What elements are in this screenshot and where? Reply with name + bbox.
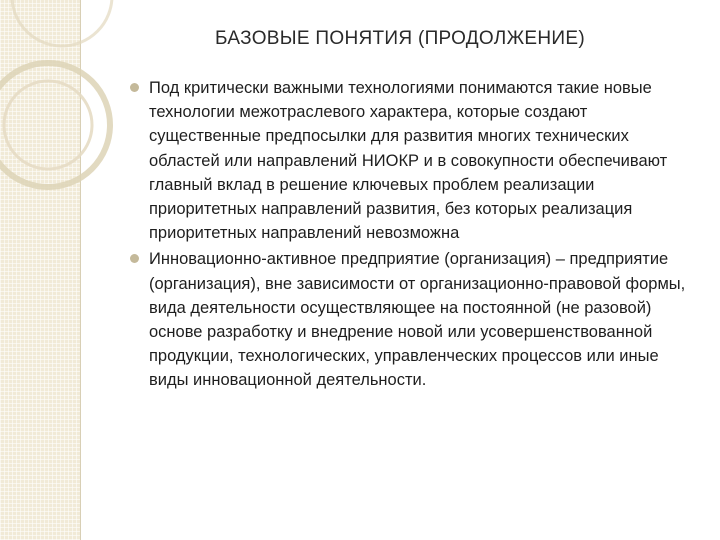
bullet-text: Под критически важными технологиями понимаются такие новые технологии межотраслевого характера, которые создают существенные предпосылки для развития многих технических областей или направлений НИОКР и в совокупности обеспечивают главный вклад в решение ключевых проблем реализации приоритетных направлений развития, без которых реализация приоритетных направлений невозможна <box>149 79 668 243</box>
bullet-item <box>130 247 700 392</box>
bullet-text: Инновационно-активное предприятие (организация) – предприятие (организация), вне зависимости от организационно-правовой формы, вида деятельности осуществляющее на постоянной (не разовой) основе разработку и внедрение новой или усовершенствованной продукции, технологических, управленческих процессов или иные виды инновационной деятельности. <box>149 250 686 390</box>
bullet-item <box>130 76 700 245</box>
slide-title: БАЗОВЫЕ ПОНЯТИЯ (ПРОДОЛЖЕНИЕ) <box>215 28 585 49</box>
bullet-list <box>130 76 700 395</box>
bullet-icon <box>130 254 139 263</box>
decorative-side-panel <box>0 0 80 540</box>
bullet-icon <box>130 83 139 92</box>
side-panel-divider <box>80 0 81 540</box>
